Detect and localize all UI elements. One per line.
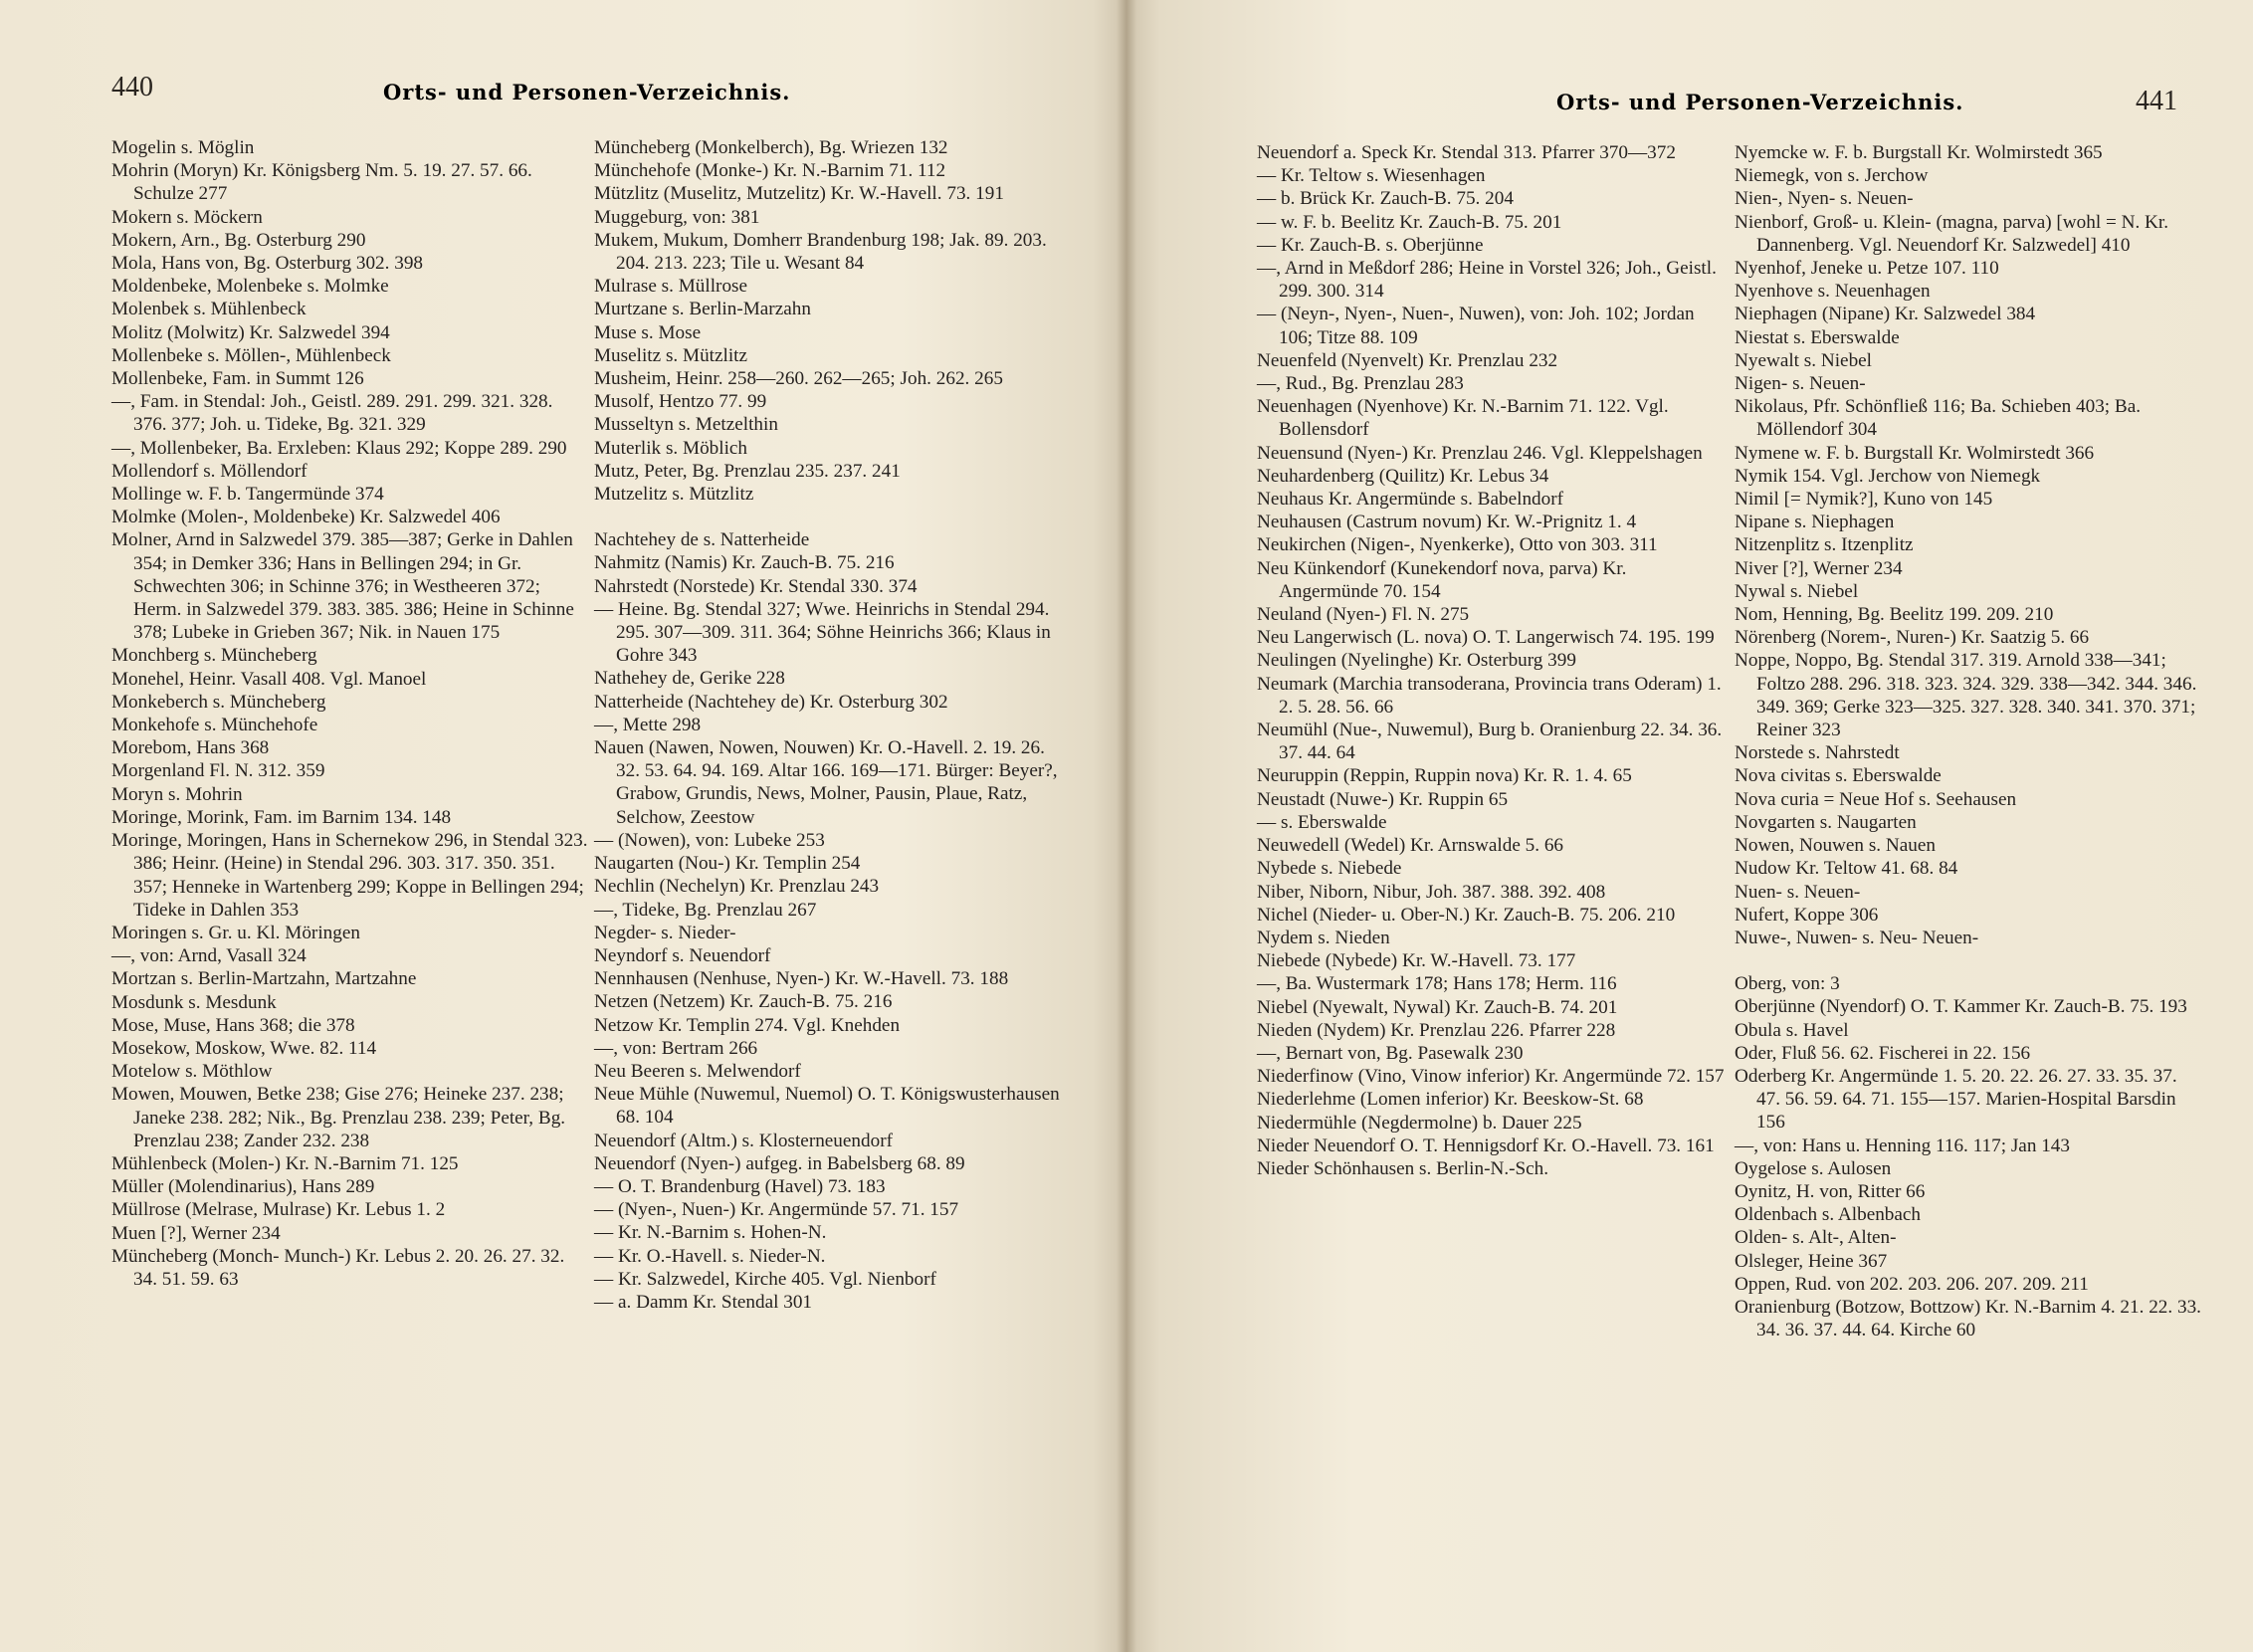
- index-entry: Obula s. Havel: [1735, 1019, 1849, 1041]
- index-entry: Neuendorf a. Speck Kr. Stendal 313. Pfarrer 370—372: [1257, 142, 1676, 163]
- index-entry: Muen [?], Werner 234: [111, 1222, 281, 1244]
- index-entry: Nufert, Koppe 306: [1735, 904, 1879, 926]
- left-page: [0, 0, 1126, 1652]
- index-entry: Müllrose (Melrase, Mulrase) Kr. Lebus 1. 2: [111, 1199, 446, 1221]
- index-entry: —, von: Hans u. Henning 116. 117; Jan 143: [1735, 1135, 2070, 1156]
- index-entry: Münchehofe (Monke-) Kr. N.-Barnim 71. 112: [594, 160, 946, 182]
- index-entry: Nikolaus, Pfr. Schönfließ 116; Ba. Schieben 403; Ba. Möllendorf 304: [1735, 396, 2142, 441]
- index-entry: Neuenhagen (Nyenhove) Kr. N.-Barnim 71. 122. Vgl. Bollensdorf: [1257, 396, 1669, 441]
- index-entry: —, Ba. Wustermark 178; Hans 178; Herm. 116: [1257, 973, 1617, 995]
- index-entry: Molitz (Molwitz) Kr. Salzwedel 394: [111, 321, 390, 343]
- index-column-right-2: [1735, 141, 2202, 1342]
- index-entry: Muggeburg, von: 381: [594, 206, 760, 228]
- index-entry: — Kr. Teltow s. Wiesenhagen: [1257, 165, 1486, 187]
- index-entry: Olden- s. Alt-, Alten-: [1735, 1227, 1897, 1249]
- index-entry: Nienborf, Groß- u. Klein- (magna, parva) [wohl = N. Kr. Dannenberg. Vgl. Neuendorf Kr. Salzwedel] 410: [1735, 211, 2169, 256]
- index-entry: Muselitz s. Mützlitz: [594, 344, 748, 366]
- index-entry: Oberg, von: 3: [1735, 973, 1840, 995]
- index-entry: — s. Eberswalde: [1257, 811, 1387, 833]
- index-entry: Müncheberg (Monch- Munch-) Kr. Lebus 2. 20. 26. 27. 32. 34. 51. 59. 63: [111, 1245, 565, 1290]
- index-entry: Neuhardenberg (Quilitz) Kr. Lebus 34: [1257, 465, 1549, 487]
- index-entry: Nechlin (Nechelyn) Kr. Prenzlau 243: [594, 876, 880, 898]
- index-entry: Neumark (Marchia transoderana, Provincia trans Oderam) 1. 2. 5. 28. 56. 66: [1257, 673, 1722, 718]
- index-entry: Mohrin (Moryn) Kr. Königsberg Nm. 5. 19. 27. 57. 66. Schulze 277: [111, 160, 532, 205]
- index-entry: Musheim, Heinr. 258—260. 262—265; Joh. 262. 265: [594, 368, 1003, 390]
- index-entry: —, Fam. in Stendal: Joh., Geistl. 289. 291. 299. 321. 328. 376. 377; Joh. u. Tideke, Bg. 321. 329: [111, 391, 553, 436]
- index-entry: Müller (Molendinarius), Hans 289: [111, 1176, 375, 1198]
- index-entry: —, Arnd in Meßdorf 286; Heine in Vorstel 326; Joh., Geistl. 299. 300. 314: [1257, 258, 1717, 303]
- index-entry: Nyemcke w. F. b. Burgstall Kr. Wolmirstedt 365: [1735, 142, 2103, 163]
- index-entry: Nyenhof, Jeneke u. Petze 107. 110: [1735, 258, 1999, 280]
- index-entry: Nimil [= Nymik?], Kuno von 145: [1735, 489, 1993, 511]
- index-entry: Mukem, Mukum, Domherr Brandenburg 198; Jak. 89. 203. 204. 213. 223; Tile u. Wesant 84: [594, 229, 1047, 275]
- index-entry: Niederfinow (Vino, Vinow inferior) Kr. Angermünde 72. 157: [1257, 1066, 1725, 1088]
- index-entry: Moringe, Moringen, Hans in Schernekow 296, in Stendal 323. 386; Heinr. (Heine) in Stendal 296. 303. 317. 350. 351. 357; Henneke in Wartenberg 299; Koppe in Bellingen 294; Tideke in Dahlen 353: [111, 830, 588, 921]
- index-entry: Natterheide (Nachtehey de) Kr. Osterburg 302: [594, 691, 948, 713]
- index-entry: Nudow Kr. Teltow 41. 68. 84: [1735, 858, 1958, 880]
- index-entry: Nywal s. Niebel: [1735, 580, 1859, 602]
- index-entry: —, Bernart von, Bg. Pasewalk 230: [1257, 1042, 1524, 1064]
- index-entry: Noppe, Noppo, Bg. Stendal 317. 319. Arnold 338—341; Foltzo 288. 296. 318. 323. 324. 329. 338—342. 344. 346. 349. 369; Gerke 323—325. 327. 328. 340. 341. 370. 371; Reiner 323: [1735, 650, 2197, 741]
- index-entry: Netzow Kr. Templin 274. Vgl. Knehden: [594, 1014, 901, 1036]
- index-entry: Netzen (Netzem) Kr. Zauch-B. 75. 216: [594, 991, 893, 1013]
- index-entry: Oranienburg (Botzow, Bottzow) Kr. N.-Barnim 4. 21. 22. 33. 34. 36. 37. 44. 64. Kirche 60: [1735, 1296, 2201, 1342]
- index-entry: Müncheberg (Monkelberch), Bg. Wriezen 132: [594, 137, 948, 158]
- index-entry: Niver [?], Werner 234: [1735, 557, 1903, 579]
- running-head: Orts- und Personen-Verzeichnis.: [383, 80, 791, 104]
- index-entry: Monehel, Heinr. Vasall 408. Vgl. Manoel: [111, 668, 427, 690]
- index-entry: Nuwe-, Nuwen- s. Neu- Neuen-: [1735, 927, 1979, 948]
- index-entry: Neu Künkendorf (Kunekendorf nova, parva) Kr. Angermünde 70. 154: [1257, 557, 1627, 602]
- index-entry: Neustadt (Nuwe-) Kr. Ruppin 65: [1257, 788, 1509, 810]
- index-entry: Neuendorf (Nyen-) aufgeg. in Babelsberg 68. 89: [594, 1152, 965, 1174]
- index-entry: Mortzan s. Berlin-Martzahn, Martzahne: [111, 968, 417, 990]
- index-entry: Neue Mühle (Nuwemul, Nuemol) O. T. Königswusterhausen 68. 104: [594, 1084, 1060, 1129]
- index-entry: Molmke (Molen-, Moldenbeke) Kr. Salzwedel 406: [111, 507, 501, 528]
- index-entry: Nieder Schönhausen s. Berlin-N.-Sch.: [1257, 1157, 1549, 1179]
- index-entry: — Kr. Salzwedel, Kirche 405. Vgl. Nienborf: [594, 1268, 936, 1290]
- index-entry: — b. Brück Kr. Zauch-B. 75. 204: [1257, 188, 1514, 210]
- index-entry: Niephagen (Nipane) Kr. Salzwedel 384: [1735, 304, 2036, 325]
- index-entry: Nennhausen (Nenhuse, Nyen-) Kr. W.-Havell. 73. 188: [594, 968, 1009, 990]
- index-entry: Mollendorf s. Möllendorf: [111, 460, 307, 482]
- index-entry: — (Nowen), von: Lubeke 253: [594, 829, 825, 851]
- index-entry: — w. F. b. Beelitz Kr. Zauch-B. 75. 201: [1257, 211, 1562, 233]
- running-head: Orts- und Personen-Verzeichnis.: [1556, 90, 1964, 114]
- page-number: 440: [111, 72, 153, 103]
- right-page: [1126, 0, 2253, 1652]
- index-entry: Neuendorf (Altm.) s. Klosterneuendorf: [594, 1130, 893, 1151]
- page-number: 441: [2136, 86, 2177, 116]
- index-entry: — Heine. Bg. Stendal 327; Wwe. Heinrichs in Stendal 294. 295. 307—309. 311. 364; Söhne Heinrichs 366; Klaus in Gohre 343: [594, 598, 1051, 667]
- index-entry: Mühlenbeck (Molen-) Kr. N.-Barnim 71. 125: [111, 1152, 459, 1174]
- index-entry: Neuruppin (Reppin, Ruppin nova) Kr. R. 1. 4. 65: [1257, 765, 1632, 787]
- book-gutter: [1117, 0, 1136, 1652]
- index-entry: Morebom, Hans 368: [111, 737, 270, 759]
- index-entry: —, von: Bertram 266: [594, 1037, 758, 1059]
- index-entry: Mutzelitz s. Mützlitz: [594, 484, 754, 506]
- index-entry: Nymik 154. Vgl. Jerchow von Niemegk: [1735, 465, 2041, 487]
- index-entry: Oygelose s. Aulosen: [1735, 1157, 1892, 1179]
- index-entry: Nahmitz (Namis) Kr. Zauch-B. 75. 216: [594, 552, 895, 574]
- index-entry: Moringen s. Gr. u. Kl. Möringen: [111, 922, 360, 943]
- index-entry: Nien-, Nyen- s. Neuen-: [1735, 188, 1914, 210]
- index-entry: Niebede (Nybede) Kr. W.-Havell. 73. 177: [1257, 950, 1576, 972]
- index-entry: —, Mette 298: [594, 714, 702, 735]
- index-entry: Nörenberg (Norem-, Nuren-) Kr. Saatzig 5. 66: [1735, 627, 2090, 649]
- index-entry: — (Neyn-, Nyen-, Nuen-, Nuwen), von: Joh. 102; Jordan 106; Titze 88. 109: [1257, 304, 1695, 348]
- index-entry: Moryn s. Mohrin: [111, 783, 243, 805]
- index-entry: —, Mollenbeker, Ba. Erxleben: Klaus 292; Koppe 289. 290: [111, 437, 567, 459]
- index-entry: — Kr. N.-Barnim s. Hohen-N.: [594, 1222, 827, 1244]
- index-entry: Monkehofe s. Münchehofe: [111, 715, 318, 736]
- index-entry: Niedermühle (Negdermolne) b. Dauer 225: [1257, 1112, 1582, 1134]
- index-entry: Muterlik s. Möblich: [594, 437, 748, 459]
- index-entry: Mosdunk s. Mesdunk: [111, 991, 277, 1013]
- index-entry: Neuensund (Nyen-) Kr. Prenzlau 246. Vgl. Kleppelshagen: [1257, 442, 1703, 464]
- index-entry: Nigen- s. Neuen-: [1735, 373, 1866, 395]
- index-entry: Olsleger, Heine 367: [1735, 1250, 1888, 1272]
- index-entry: Nowen, Nouwen s. Nauen: [1735, 835, 1936, 857]
- index-entry: Nipane s. Niephagen: [1735, 512, 1895, 533]
- index-entry: Nitzenplitz s. Itzenplitz: [1735, 534, 1914, 556]
- index-entry: Nyewalt s. Niebel: [1735, 349, 1873, 371]
- index-entry: Mulrase s. Müllrose: [594, 276, 748, 298]
- index-entry: Morgenland Fl. N. 312. 359: [111, 760, 325, 782]
- index-entry: — a. Damm Kr. Stendal 301: [594, 1291, 813, 1313]
- index-entry: Molner, Arnd in Salzwedel 379. 385—387; Gerke in Dahlen 354; in Demker 336; Hans in Bellingen 294; in Gr. Schwechten 306; in Schinne 376; in Westheeren 372; Herm. in Salzwedel 379. 383. 385. 386; Heine in Schinne 378; Lubeke in Grieben 367; Nik. in Nauen 175: [111, 529, 574, 644]
- index-entry: Musolf, Hentzo 77. 99: [594, 391, 767, 413]
- index-entry: Nauen (Nawen, Nowen, Nouwen) Kr. O.-Havell. 2. 19. 26. 32. 53. 64. 94. 169. Altar 166. 169—171. Bürger: Beyer?, Grabow, Grundis, News, Molner, Pausin, Plaue, Ratz, Selchow, Zeestow: [594, 737, 1058, 828]
- index-entry: — Kr. Zauch-B. s. Oberjünne: [1257, 234, 1484, 256]
- index-entry: Mokern s. Möckern: [111, 206, 263, 228]
- index-entry: — O. T. Brandenburg (Havel) 73. 183: [594, 1175, 886, 1197]
- index-entry: Musseltyn s. Metzelthin: [594, 414, 778, 436]
- index-entry: Nachtehey de s. Natterheide: [594, 529, 810, 551]
- index-entry: Oppen, Rud. von 202. 203. 206. 207. 209. 211: [1735, 1273, 2089, 1295]
- index-entry: Mosekow, Moskow, Wwe. 82. 114: [111, 1037, 377, 1059]
- index-entry: Nom, Henning, Bg. Beelitz 199. 209. 210: [1735, 604, 2054, 626]
- index-entry: Mogelin s. Möglin: [111, 137, 255, 158]
- index-entry: Nybede s. Niebede: [1257, 858, 1402, 880]
- index-column-right-1: [1257, 141, 1725, 1180]
- index-entry: — (Nyen-, Nuen-) Kr. Angermünde 57. 71. 157: [594, 1199, 959, 1221]
- index-entry: Nieden (Nydem) Kr. Prenzlau 226. Pfarrer 228: [1257, 1019, 1616, 1041]
- index-entry: Mowen, Mouwen, Betke 238; Gise 276; Heineke 237. 238; Janeke 238. 282; Nik., Bg. Prenzlau 238. 239; Peter, Bg. Prenzlau 238; Zander 232. 238: [111, 1084, 566, 1151]
- index-entry: Murtzane s. Berlin-Marzahn: [594, 299, 811, 320]
- index-entry: Nova curia = Neue Hof s. Seehausen: [1735, 788, 2017, 810]
- index-entry: Nahrstedt (Norstede) Kr. Stendal 330. 374: [594, 575, 918, 597]
- index-entry: Neuhausen (Castrum novum) Kr. W.-Prignitz 1. 4: [1257, 512, 1637, 533]
- index-column-left-2: [594, 136, 1064, 1314]
- index-entry: Nydem s. Nieden: [1257, 927, 1390, 948]
- index-entry: Nichel (Nieder- u. Ober-N.) Kr. Zauch-B. 75. 206. 210: [1257, 904, 1676, 926]
- index-entry: Neu Beeren s. Melwendorf: [594, 1060, 801, 1082]
- index-entry: Neuhaus Kr. Angermünde s. Babelndorf: [1257, 489, 1564, 511]
- index-entry: Niemegk, von s. Jerchow: [1735, 165, 1929, 187]
- index-entry: Oderberg Kr. Angermünde 1. 5. 20. 22. 26. 27. 33. 35. 37. 47. 56. 59. 64. 71. 155—157. Marien-Hospital Barsdin 156: [1735, 1065, 2177, 1134]
- index-entry: Oder, Fluß 56. 62. Fischerei in 22. 156: [1735, 1042, 2031, 1064]
- index-entry: Neumühl (Nue-, Nuwemul), Burg b. Oranienburg 22. 34. 36. 37. 44. 64: [1257, 720, 1723, 764]
- index-entry: Nymene w. F. b. Burgstall Kr. Wolmirstedt 366: [1735, 442, 2095, 464]
- index-entry: —, Rud., Bg. Prenzlau 283: [1257, 373, 1464, 395]
- index-column-left-1: [111, 136, 589, 1291]
- index-entry: Mola, Hans von, Bg. Osterburg 302. 398: [111, 253, 424, 275]
- index-entry: — Kr. O.-Havell. s. Nieder-N.: [594, 1245, 826, 1267]
- index-entry: Norstede s. Nahrstedt: [1735, 742, 1900, 764]
- index-entry: Niebel (Nyewalt, Nywal) Kr. Zauch-B. 74. 201: [1257, 996, 1618, 1018]
- index-entry: Nova civitas s. Eberswalde: [1735, 765, 1942, 787]
- index-entry: Moldenbeke, Molenbeke s. Molmke: [111, 276, 389, 298]
- index-entry: Nuen- s. Neuen-: [1735, 881, 1861, 903]
- index-entry: Neulingen (Nyelinghe) Kr. Osterburg 399: [1257, 650, 1576, 672]
- index-entry: Muse s. Mose: [594, 321, 702, 343]
- index-entry: Neuland (Nyen-) Fl. N. 275: [1257, 604, 1470, 626]
- index-entry: —, von: Arnd, Vasall 324: [111, 945, 307, 967]
- index-entry: Neuenfeld (Nyenvelt) Kr. Prenzlau 232: [1257, 349, 1558, 371]
- index-entry: Oberjünne (Nyendorf) O. T. Kammer Kr. Zauch-B. 75. 193: [1735, 996, 2187, 1018]
- index-entry: Neukirchen (Nigen-, Nyenkerke), Otto von 303. 311: [1257, 534, 1658, 556]
- index-entry: Monkeberch s. Müncheberg: [111, 691, 326, 713]
- index-entry: Naugarten (Nou-) Kr. Templin 254: [594, 853, 861, 875]
- index-entry: Nieder Neuendorf O. T. Hennigsdorf Kr. O.-Havell. 73. 161: [1257, 1135, 1715, 1156]
- index-entry: Mollenbeke, Fam. in Summt 126: [111, 368, 364, 390]
- index-entry: Mützlitz (Muselitz, Mutzelitz) Kr. W.-Havell. 73. 191: [594, 183, 1004, 205]
- index-entry: Mollenbeke s. Möllen-, Mühlenbeck: [111, 344, 391, 366]
- index-entry: Moringe, Morink, Fam. im Barnim 134. 148: [111, 806, 452, 828]
- index-entry: Niederlehme (Lomen inferior) Kr. Beeskow-St. 68: [1257, 1089, 1644, 1111]
- index-entry: Negder- s. Nieder-: [594, 922, 736, 943]
- index-entry: Mollinge w. F. b. Tangermünde 374: [111, 484, 384, 506]
- index-entry: Molenbek s. Mühlenbeck: [111, 299, 307, 320]
- index-entry: Motelow s. Möthlow: [111, 1061, 273, 1083]
- index-entry: Nyenhove s. Neuenhagen: [1735, 281, 1931, 303]
- index-entry: Mokern, Arn., Bg. Osterburg 290: [111, 229, 366, 251]
- index-entry: Niber, Niborn, Nibur, Joh. 387. 388. 392. 408: [1257, 881, 1606, 903]
- index-entry: Oldenbach s. Albenbach: [1735, 1204, 1922, 1226]
- index-entry: Nathehey de, Gerike 228: [594, 668, 785, 690]
- index-entry: Neyndorf s. Neuendorf: [594, 944, 771, 966]
- index-entry: —, Tideke, Bg. Prenzlau 267: [594, 899, 817, 921]
- index-entry: Oynitz, H. von, Ritter 66: [1735, 1180, 1926, 1202]
- index-entry: Mutz, Peter, Bg. Prenzlau 235. 237. 241: [594, 460, 901, 482]
- index-entry: Neu Langerwisch (L. nova) O. T. Langerwisch 74. 195. 199: [1257, 627, 1715, 649]
- index-entry: Mose, Muse, Hans 368; die 378: [111, 1014, 355, 1036]
- index-entry: Monchberg s. Müncheberg: [111, 645, 317, 667]
- index-entry: Niestat s. Eberswalde: [1735, 326, 1900, 348]
- index-entry: Novgarten s. Naugarten: [1735, 811, 1917, 833]
- index-entry: Neuwedell (Wedel) Kr. Arnswalde 5. 66: [1257, 835, 1564, 857]
